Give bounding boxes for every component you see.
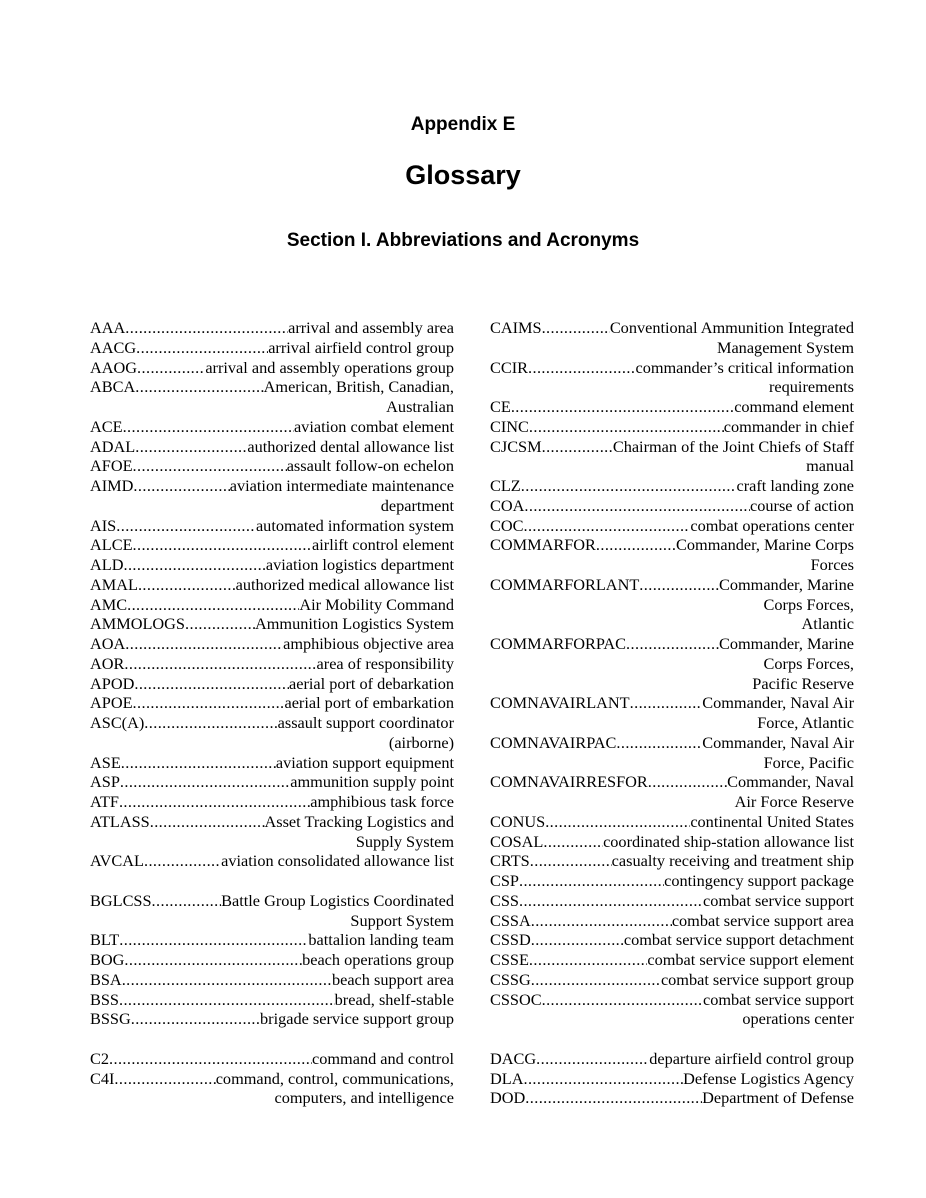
leader-dots xyxy=(114,1069,215,1089)
leader-dots xyxy=(542,437,613,457)
definition-continuation: computers, and intelligence xyxy=(274,1088,454,1108)
leader-dots xyxy=(626,634,719,654)
leader-dots xyxy=(511,397,734,417)
abbreviation-term: ALD xyxy=(90,555,124,574)
glossary-entry xyxy=(90,318,454,338)
definition-text: command element xyxy=(734,397,854,416)
glossary-entry xyxy=(490,851,854,871)
glossary-entry xyxy=(90,1009,454,1029)
definition-text: Conventional Ammunition Integrated xyxy=(609,318,854,337)
leader-dots xyxy=(529,417,724,437)
glossary-entry xyxy=(490,891,854,911)
glossary-entry xyxy=(490,516,854,536)
glossary-entry xyxy=(90,555,454,575)
definition-text: combat service support group xyxy=(660,969,854,989)
glossary-entry xyxy=(490,496,854,516)
abbreviation-term: COC xyxy=(490,515,524,535)
definition-continuation: Atlantic xyxy=(801,614,854,634)
definition-continuation: Pacific Reserve xyxy=(752,673,854,693)
abbreviation-term: ALCE xyxy=(90,535,133,555)
glossary-entry xyxy=(90,674,454,694)
definition-text: ammunition supply point xyxy=(290,772,454,792)
leader-dots xyxy=(138,575,236,595)
glossary-entry xyxy=(90,1069,454,1109)
abbreviation-term: AACG xyxy=(90,337,137,357)
glossary-entry xyxy=(90,930,454,950)
definition-text: commander in chief xyxy=(723,416,854,436)
abbreviation-term: COMNAVAIRPAC xyxy=(490,732,617,752)
glossary-entry xyxy=(490,397,854,417)
abbreviation-term: CE xyxy=(490,397,511,416)
abbreviation-term: COMNAVAIRRESFOR xyxy=(490,772,648,792)
definition-text: arrival airfield control group xyxy=(268,337,454,357)
abbreviation-term: BSSG xyxy=(90,1009,131,1029)
glossary-entry xyxy=(490,437,854,477)
definition-text: command and control xyxy=(312,1048,454,1068)
abbreviation-term: ATLASS xyxy=(90,811,150,831)
abbreviation-term: CSS xyxy=(490,890,519,910)
leader-dots xyxy=(519,891,703,911)
definition-text: aerial port of debarkation xyxy=(289,673,454,693)
definition-continuation: Corps Forces, xyxy=(763,594,854,614)
appendix-label: Appendix E xyxy=(410,114,516,135)
definition-text: course of action xyxy=(750,495,854,515)
leader-dots xyxy=(639,575,719,595)
leader-dots xyxy=(133,456,287,476)
abbreviation-term: APOE xyxy=(90,693,133,713)
entry-gap xyxy=(90,871,454,891)
leader-dots xyxy=(536,1049,649,1069)
definition-text: aerial port of embarkation xyxy=(284,693,454,713)
glossary-entry xyxy=(90,575,454,595)
leader-dots xyxy=(120,772,290,792)
leader-dots xyxy=(531,930,624,950)
definition-text: commander’s critical information xyxy=(635,357,854,377)
abbreviation-term: BGLCSS xyxy=(90,890,152,910)
abbreviation-term: DLA xyxy=(490,1068,524,1088)
glossary-entry xyxy=(90,792,454,812)
leader-dots xyxy=(109,1049,312,1069)
leader-dots xyxy=(523,516,690,536)
leader-dots xyxy=(616,733,702,753)
leader-dots xyxy=(127,595,299,615)
glossary-entry xyxy=(90,851,454,871)
glossary-entry xyxy=(490,1069,854,1089)
abbreviation-term: COSAL xyxy=(490,831,544,851)
glossary-entry xyxy=(90,338,454,358)
glossary-entry xyxy=(490,930,854,950)
definition-text: authorized medical allowance list xyxy=(235,574,454,594)
abbreviation-term: COMNAVAIRLANT xyxy=(490,693,630,713)
glossary-entry xyxy=(490,634,854,693)
glossary-entry xyxy=(490,1049,854,1069)
definition-text: Asset Tracking Logistics and xyxy=(264,811,454,831)
abbreviation-term: APOD xyxy=(90,673,135,693)
abbreviation-term: ADAL xyxy=(90,436,136,456)
glossary-entry xyxy=(490,970,854,990)
definition-text: assault follow-on echelon xyxy=(286,456,454,476)
definition-text: Commander, Naval xyxy=(727,772,854,792)
definition-text: Commander, Marine xyxy=(719,634,854,653)
definition-continuation: Force, Pacific xyxy=(763,752,854,772)
page-title: Glossary xyxy=(405,160,521,190)
definition-text: authorized dental allowance list xyxy=(247,436,454,456)
glossary-entry xyxy=(90,1049,454,1069)
abbreviation-term: AMMOLOGS xyxy=(90,614,185,634)
leader-dots xyxy=(523,1069,683,1089)
definition-text: combat service support detachment xyxy=(623,930,854,950)
leader-dots xyxy=(542,990,703,1010)
definition-text: arrival and assembly area xyxy=(288,318,454,337)
definition-text: combat service support xyxy=(702,989,854,1009)
definition-text: Defense Logistics Agency xyxy=(683,1068,854,1088)
leader-dots xyxy=(134,674,289,694)
leader-dots xyxy=(152,891,222,911)
definition-text: aviation intermediate maintenance xyxy=(229,476,454,495)
leader-dots xyxy=(125,318,288,338)
glossary-entry xyxy=(90,753,454,773)
leader-dots xyxy=(122,970,332,990)
glossary-entry xyxy=(90,476,454,516)
abbreviation-term: COMMARFORLANT xyxy=(490,574,640,594)
abbreviation-term: AFOE xyxy=(90,456,133,476)
leader-dots xyxy=(135,437,247,457)
section-heading: Section I. Abbreviations and Acronyms xyxy=(286,230,640,251)
definition-continuation: manual xyxy=(806,456,854,476)
abbreviation-term: COA xyxy=(490,495,525,515)
definition-text: area of responsibility xyxy=(316,653,454,673)
abbreviation-term: CSSOC xyxy=(490,989,542,1009)
leader-dots xyxy=(121,753,276,773)
glossary-entry xyxy=(490,318,854,358)
leader-dots xyxy=(123,417,294,437)
abbreviation-term: AIMD xyxy=(90,476,134,495)
glossary-entry xyxy=(90,970,454,990)
leader-dots xyxy=(521,476,737,496)
definition-text: brigade service support group xyxy=(260,1009,454,1029)
definition-continuation: Australian xyxy=(386,397,454,416)
definition-text: craft landing zone xyxy=(736,476,854,495)
glossary-entry xyxy=(90,812,454,852)
definition-continuation: requirements xyxy=(769,377,854,397)
glossary-entry xyxy=(490,535,854,575)
definition-text: Chairman of the Joint Chiefs of Staff xyxy=(612,436,854,456)
glossary-entry xyxy=(490,911,854,931)
definition-text: coordinated ship-station allowance list xyxy=(603,831,854,851)
definition-continuation: Forces xyxy=(810,555,854,574)
glossary-entry xyxy=(90,417,454,437)
glossary-entry xyxy=(90,713,454,753)
abbreviation-term: DACG xyxy=(490,1048,537,1068)
abbreviation-term: AMC xyxy=(90,594,128,614)
leader-dots xyxy=(185,614,255,634)
abbreviation-term: C2 xyxy=(90,1048,110,1068)
abbreviation-term: CCIR xyxy=(490,357,529,377)
definition-text: beach operations group xyxy=(302,950,454,969)
definition-text: amphibious objective area xyxy=(283,634,454,653)
glossary-entry xyxy=(90,456,454,476)
glossary-entry xyxy=(490,1088,854,1108)
definition-continuation: Air Force Reserve xyxy=(734,792,854,811)
leader-dots xyxy=(133,535,313,555)
abbreviation-term: CSP xyxy=(490,871,519,890)
leader-dots xyxy=(542,318,610,338)
abbreviation-term: CJCSM xyxy=(490,436,542,456)
leader-dots xyxy=(124,654,316,674)
abbreviation-term: CLZ xyxy=(490,476,521,495)
leader-dots xyxy=(545,812,690,832)
definition-text: casualty receiving and treatment ship xyxy=(611,851,854,871)
glossary-entry xyxy=(490,812,854,832)
definition-continuation: department xyxy=(380,495,454,515)
abbreviation-term: CSSA xyxy=(490,910,531,930)
glossary-entry xyxy=(90,891,454,931)
abbreviation-term: CAIMS xyxy=(490,318,542,337)
glossary-entry xyxy=(90,358,454,378)
definition-text: Commander, Naval Air xyxy=(702,732,854,752)
definition-text: aviation consolidated allowance list xyxy=(221,851,454,871)
leader-dots xyxy=(630,693,703,713)
definition-text: amphibious task force xyxy=(310,792,454,811)
definition-continuation: Supply System xyxy=(355,831,454,851)
definition-text: departure airfield control group xyxy=(649,1048,854,1068)
definition-text: combat service support area xyxy=(671,910,854,930)
leader-dots xyxy=(131,1009,260,1029)
leader-dots xyxy=(543,832,603,852)
definition-text: Ammunition Logistics System xyxy=(254,614,454,634)
definition-text: battalion landing team xyxy=(308,930,454,950)
glossary-entry xyxy=(90,437,454,457)
abbreviation-term: CSSG xyxy=(490,969,531,989)
glossary-entry xyxy=(490,733,854,773)
leader-dots xyxy=(528,358,635,378)
glossary-entry xyxy=(90,772,454,792)
abbreviation-term: ABCA xyxy=(90,377,136,397)
definition-text: combat service support xyxy=(702,890,854,910)
definition-text: aviation logistics department xyxy=(265,555,454,574)
abbreviation-term: CINC xyxy=(490,416,529,436)
abbreviation-term: AIS xyxy=(90,515,117,535)
glossary-entry xyxy=(490,476,854,496)
leader-dots xyxy=(124,950,302,970)
glossary-entry xyxy=(90,654,454,674)
abbreviation-term: C4I xyxy=(90,1068,115,1088)
leader-dots xyxy=(648,772,727,792)
glossary-left-column xyxy=(90,318,454,1108)
definition-text: automated information system xyxy=(255,515,454,535)
abbreviation-term: CSSD xyxy=(490,930,531,950)
abbreviation-term: AMAL xyxy=(90,574,138,594)
leader-dots xyxy=(519,871,664,891)
definition-text: Commander, Marine xyxy=(719,574,854,594)
definition-text: assault support coordinator xyxy=(277,713,454,732)
abbreviation-term: AAA xyxy=(90,318,126,337)
definition-text: bread, shelf-stable xyxy=(334,989,454,1009)
abbreviation-term: AVCAL xyxy=(90,851,144,871)
glossary-entry xyxy=(90,950,454,970)
leader-dots xyxy=(123,555,265,575)
abbreviation-term: ASP xyxy=(90,772,120,792)
leader-dots xyxy=(524,496,750,516)
abbreviation-term: BLT xyxy=(90,930,120,950)
abbreviation-term: ASC(A) xyxy=(90,713,145,732)
glossary-entry xyxy=(490,772,854,812)
glossary-entry xyxy=(90,614,454,634)
definition-text: Air Mobility Command xyxy=(299,594,454,614)
definition-text: Department of Defense xyxy=(702,1088,854,1108)
glossary-entry xyxy=(90,595,454,615)
leader-dots xyxy=(125,634,283,654)
leader-dots xyxy=(525,1088,702,1108)
definition-text: aviation support equipment xyxy=(275,752,454,772)
leader-dots xyxy=(529,950,647,970)
abbreviation-term: COMMARFORPAC xyxy=(490,634,627,653)
leader-dots xyxy=(150,812,265,832)
definition-text: airlift control element xyxy=(312,535,454,555)
glossary-entry xyxy=(490,575,854,634)
leader-dots xyxy=(119,930,308,950)
leader-dots xyxy=(136,338,268,358)
definition-continuation: Corps Forces, xyxy=(763,653,854,673)
definition-text: command, control, communications, xyxy=(215,1068,454,1088)
leader-dots xyxy=(133,693,285,713)
glossary-entry xyxy=(90,535,454,555)
leader-dots xyxy=(144,713,277,733)
leader-dots xyxy=(119,792,310,812)
glossary-entry xyxy=(90,990,454,1010)
glossary-entry xyxy=(90,634,454,654)
definition-continuation: operations center xyxy=(742,1009,854,1029)
abbreviation-term: BSS xyxy=(90,989,119,1009)
definition-continuation: Support System xyxy=(350,910,454,930)
abbreviation-term: ACE xyxy=(90,416,123,436)
glossary-entry xyxy=(90,516,454,536)
definition-text: Commander, Marine Corps xyxy=(676,535,854,555)
definition-text: American, British, Canadian, xyxy=(263,377,454,397)
abbreviation-term: DOD xyxy=(490,1088,526,1108)
leader-dots xyxy=(531,911,672,931)
glossary-entry xyxy=(490,693,854,733)
leader-dots xyxy=(133,476,229,496)
abbreviation-term: BSA xyxy=(90,969,122,989)
glossary-entry xyxy=(490,871,854,891)
glossary-entry xyxy=(490,358,854,398)
leader-dots xyxy=(116,516,256,536)
definition-text: combat service support element xyxy=(647,950,854,969)
definition-text: continental United States xyxy=(690,811,854,831)
abbreviation-term: AOA xyxy=(90,634,126,653)
definition-text: Commander, Naval Air xyxy=(702,693,854,713)
abbreviation-term: COMMARFOR xyxy=(490,535,596,555)
definition-text: contingency support package xyxy=(664,871,854,890)
definition-continuation: (airborne) xyxy=(388,732,454,752)
abbreviation-term: CSSE xyxy=(490,950,529,969)
leader-dots xyxy=(119,990,335,1010)
definition-continuation: Force, Atlantic xyxy=(757,713,854,732)
abbreviation-term: BOG xyxy=(90,950,125,969)
abbreviation-term: ASE xyxy=(90,752,121,772)
definition-text: aviation combat element xyxy=(293,416,454,436)
abbreviation-term: ATF xyxy=(90,792,119,811)
glossary-entry xyxy=(490,832,854,852)
glossary-right-column xyxy=(490,318,854,1108)
leader-dots xyxy=(137,358,205,378)
leader-dots xyxy=(144,851,221,871)
definition-text: beach support area xyxy=(331,969,454,989)
abbreviation-term: CONUS xyxy=(490,811,546,831)
leader-dots xyxy=(596,535,676,555)
leader-dots xyxy=(530,851,612,871)
entry-gap xyxy=(490,1029,854,1049)
abbreviation-term: AOR xyxy=(90,653,125,673)
definition-text: Battle Group Logistics Coordinated xyxy=(221,890,454,910)
glossary-entry xyxy=(90,693,454,713)
abbreviation-term: CRTS xyxy=(490,851,530,871)
glossary-entry xyxy=(490,990,854,1030)
glossary-entry xyxy=(90,377,454,417)
glossary-entry xyxy=(490,417,854,437)
abbreviation-term: AAOG xyxy=(90,357,138,377)
definition-continuation: Management System xyxy=(716,337,854,357)
definition-text: arrival and assembly operations group xyxy=(205,357,454,377)
definition-text: combat operations center xyxy=(690,515,854,535)
leader-dots xyxy=(531,970,661,990)
entry-gap xyxy=(90,1029,454,1049)
glossary-entry xyxy=(490,950,854,970)
leader-dots xyxy=(135,377,263,397)
